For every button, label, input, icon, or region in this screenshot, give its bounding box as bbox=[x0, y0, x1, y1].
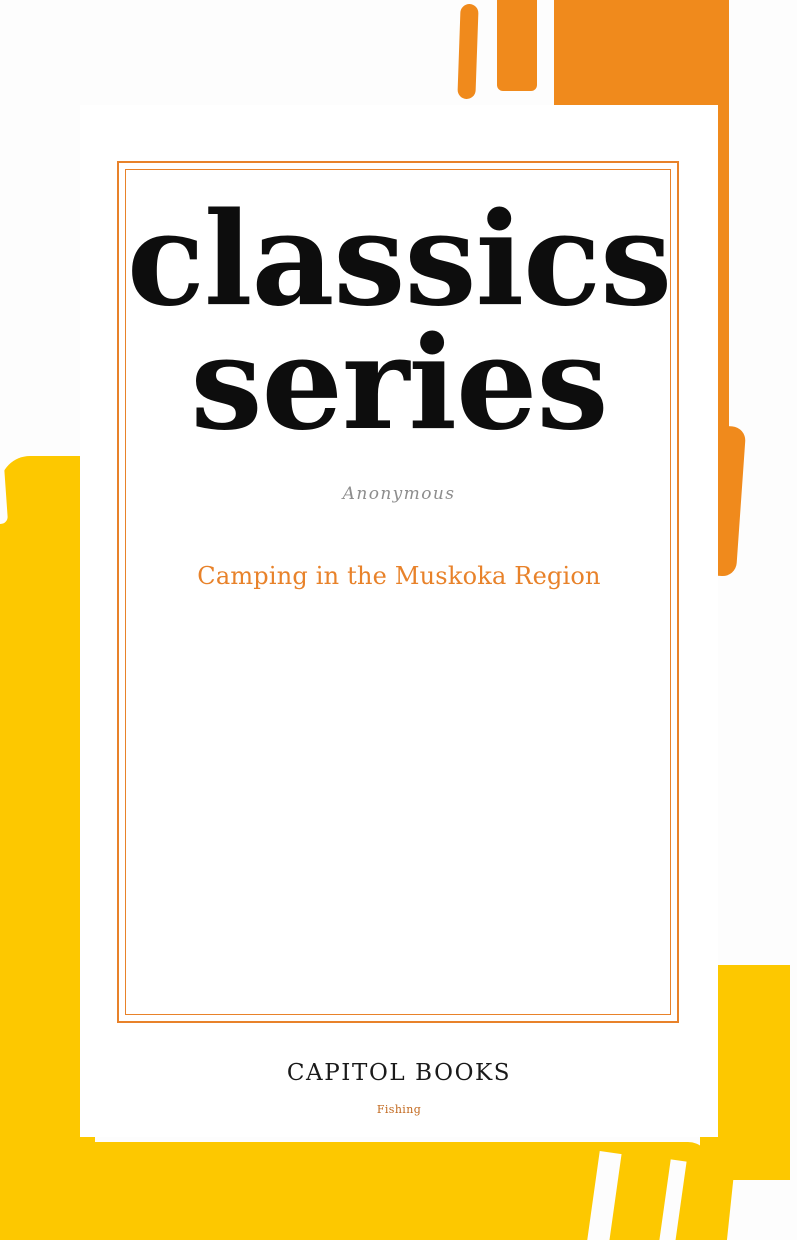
orange-stroke-small bbox=[497, 0, 537, 91]
orange-stroke-sliver bbox=[457, 4, 478, 100]
yellow-brush-stroke-left bbox=[0, 456, 90, 1240]
cover-text-block bbox=[80, 105, 718, 590]
publisher-name: CAPITOL BOOKS bbox=[286, 1060, 512, 1086]
author-name: Anonymous bbox=[342, 484, 456, 505]
series-title bbox=[80, 105, 718, 460]
book-cover bbox=[80, 105, 718, 1137]
series-title-line-2: series bbox=[190, 309, 608, 460]
category-label: Fishing bbox=[376, 1103, 422, 1116]
book-title: Camping in the Muskoka Region bbox=[197, 562, 601, 591]
series-title-line-1: classics bbox=[126, 185, 672, 335]
yellow-brush-stroke-bottom bbox=[0, 1130, 797, 1240]
